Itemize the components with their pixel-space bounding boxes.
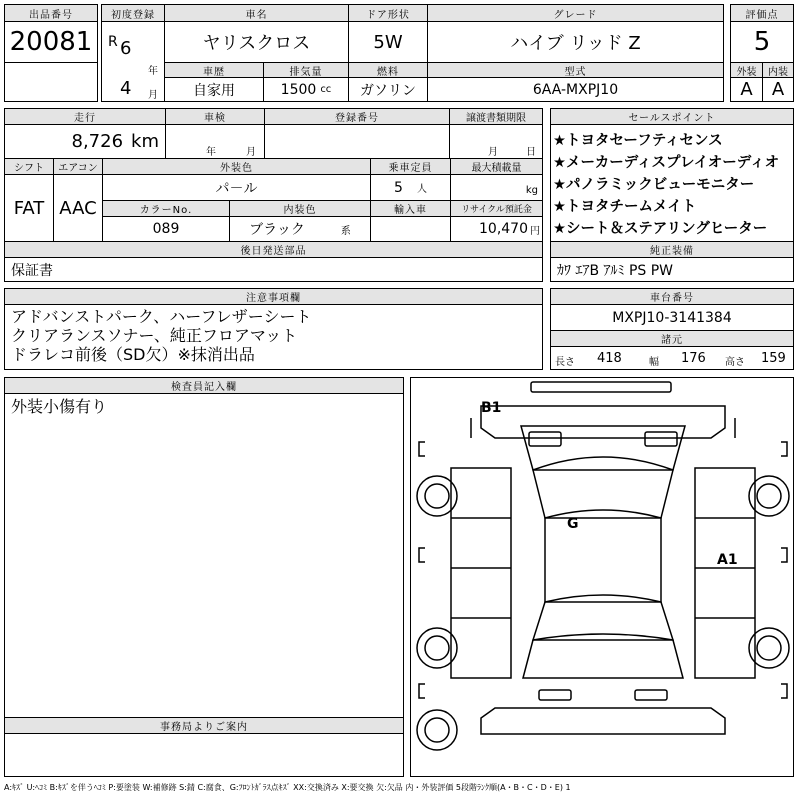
car-outline-diagram bbox=[411, 378, 794, 777]
model-code-value: 6AA-MXPJ10 bbox=[427, 77, 724, 102]
interior-color-header: 内装色 bbox=[229, 200, 371, 217]
transfer-deadline-header: 譲渡書類期限 bbox=[449, 108, 543, 125]
plate-number-box bbox=[264, 124, 450, 159]
height-value: 159 bbox=[761, 351, 786, 366]
month-value: 4 bbox=[120, 78, 132, 99]
capacity-unit: 人 bbox=[416, 184, 427, 195]
damage-mark-a1: A1 bbox=[717, 552, 738, 568]
aircon-header: エアコン bbox=[53, 158, 103, 175]
recycle-fee-header: リサイクル預託金 bbox=[450, 200, 543, 217]
damage-mark-g: G bbox=[567, 516, 579, 532]
fuel-value: ガソリン bbox=[348, 77, 428, 102]
specs-box bbox=[550, 346, 794, 370]
first-registration-box bbox=[101, 21, 165, 102]
transfer-deadline-box bbox=[449, 124, 543, 159]
grade-value: ハイブ リッド Z bbox=[427, 21, 724, 63]
grade-header: グレード bbox=[427, 4, 724, 22]
max-load-unit: kg bbox=[525, 185, 538, 196]
inspector-header: 検査員記入欄 bbox=[4, 377, 404, 394]
notes-line: アドバンストパーク、ハーフレザーシート bbox=[11, 307, 312, 326]
score-header: 評価点 bbox=[730, 4, 794, 22]
sales-point-item: ★トヨタチームメイト bbox=[553, 199, 697, 215]
vehicle-history-value: 自家用 bbox=[164, 77, 264, 102]
damage-legend: A:ｷｽﾞ U:ﾍｺﾐ B:ｷｽﾞを伴うﾍｺﾐ P:要塗装 W:補修跡 S:錆 C:腐食、G:ﾌﾛﾝﾄｶﾞﾗｽ点ｷｽﾞ XX:交換済み X:要交換 欠:欠品 内・外装評価 5段階ﾗﾝｸ順(A・B・C・D・E) 1 bbox=[4, 783, 571, 792]
first-registration-header: 初度登録 bbox=[101, 4, 165, 22]
recycle-fee-box bbox=[450, 216, 543, 242]
shift-header: シフト bbox=[4, 158, 54, 175]
shift-value: FAT bbox=[4, 174, 54, 242]
fuel-header: 燃料 bbox=[348, 62, 428, 78]
inspection-year-unit: 年 bbox=[206, 147, 216, 158]
chassis-number-header: 車台番号 bbox=[550, 288, 794, 305]
mileage-value: 8,726 bbox=[71, 131, 124, 152]
standard-equipment-value: ｶﾜ ｴｱB ｱﾙﾐ PS PW bbox=[550, 257, 794, 282]
sales-point-item: ★トヨタセーフティセンス bbox=[553, 133, 723, 149]
lot-number-blank bbox=[4, 62, 98, 102]
exterior-grade-header: 外装 bbox=[730, 62, 763, 78]
mileage-unit: km bbox=[131, 131, 159, 152]
later-parts-value: 保証書 bbox=[4, 257, 543, 282]
inspector-box bbox=[4, 393, 404, 718]
car-name-value: ヤリスクロス bbox=[164, 21, 349, 63]
office-box bbox=[4, 733, 404, 777]
max-load-header: 最大積載量 bbox=[450, 158, 543, 175]
interior-grade-value: A bbox=[762, 77, 794, 102]
year-value: 6 bbox=[120, 38, 132, 59]
interior-color-box bbox=[229, 216, 371, 242]
length-label: 長さ bbox=[555, 357, 575, 368]
width-value: 176 bbox=[681, 351, 706, 366]
model-code-header: 型式 bbox=[427, 62, 724, 78]
displacement-value: 1500 bbox=[280, 81, 317, 98]
notes-line: クリアランスソナー、純正フロアマット bbox=[11, 326, 298, 345]
transfer-day-unit: 日 bbox=[526, 147, 536, 158]
era-label: R bbox=[108, 34, 118, 50]
interior-grade-header: 内装 bbox=[762, 62, 794, 78]
exterior-grade-value: A bbox=[730, 77, 763, 102]
length-value: 418 bbox=[597, 351, 622, 366]
later-parts-header: 後日発送部品 bbox=[4, 241, 543, 258]
door-shape-value: 5W bbox=[348, 21, 428, 63]
sales-point-item: ★パノラミックビューモニター bbox=[553, 177, 755, 193]
lot-number-value: 20081 bbox=[4, 21, 98, 63]
inspector-note: 外装小傷有り bbox=[11, 397, 108, 416]
vehicle-history-header: 車歴 bbox=[164, 62, 264, 78]
sales-points-box bbox=[550, 124, 794, 242]
standard-equipment-header: 純正装備 bbox=[550, 241, 794, 258]
lot-number-header: 出品番号 bbox=[4, 4, 98, 22]
capacity-header: 乗車定員 bbox=[370, 158, 451, 175]
recycle-fee-value: 10,470 bbox=[479, 221, 528, 237]
transfer-month-unit: 月 bbox=[488, 147, 498, 158]
max-load-box bbox=[450, 174, 543, 201]
exterior-color-header: 外装色 bbox=[102, 158, 371, 175]
chassis-number-value: MXPJ10-3141384 bbox=[550, 304, 794, 331]
notes-header: 注意事項欄 bbox=[4, 288, 543, 305]
door-shape-header: ドア形状 bbox=[348, 4, 428, 22]
mileage-header: 走行 bbox=[4, 108, 166, 125]
width-label: 幅 bbox=[649, 357, 659, 368]
color-number-value: 089 bbox=[102, 216, 230, 242]
inspection-box bbox=[165, 124, 265, 159]
capacity-value: 5 bbox=[394, 179, 403, 196]
inspection-header: 車検 bbox=[165, 108, 265, 125]
import-box bbox=[370, 216, 451, 242]
sales-point-item: ★シート＆ステアリングヒーター bbox=[553, 221, 768, 237]
interior-color-value: ブラック bbox=[249, 222, 305, 238]
exterior-color-value: パ－ル bbox=[102, 174, 371, 201]
capacity-box bbox=[370, 174, 451, 201]
height-label: 高さ bbox=[725, 357, 745, 368]
displacement-box bbox=[263, 77, 349, 102]
displacement-header: 排気量 bbox=[263, 62, 349, 78]
damage-mark-b1: B1 bbox=[481, 400, 502, 416]
inspection-month-unit: 月 bbox=[246, 147, 256, 158]
displacement-unit: cc bbox=[320, 84, 332, 95]
import-header: 輸入車 bbox=[370, 200, 451, 217]
interior-color-unit: 系 bbox=[340, 225, 351, 237]
notes-box bbox=[4, 304, 543, 370]
damage-diagram bbox=[410, 377, 794, 777]
aircon-value: AAC bbox=[53, 174, 103, 242]
sales-points-header: セールスポイント bbox=[550, 108, 794, 125]
mileage-box bbox=[4, 124, 166, 159]
year-unit: 年 bbox=[148, 66, 158, 77]
specs-header: 諸元 bbox=[550, 330, 794, 347]
notes-line: ドラレコ前後（SD欠）※抹消出品 bbox=[11, 345, 255, 364]
recycle-fee-unit: 円 bbox=[530, 225, 540, 237]
sales-point-item: ★メーカーディスプレイオーディオ bbox=[553, 155, 780, 171]
color-number-header: カラーNo. bbox=[102, 200, 230, 217]
score-value: 5 bbox=[730, 21, 794, 63]
car-name-header: 車名 bbox=[164, 4, 349, 22]
month-unit: 月 bbox=[148, 90, 158, 101]
plate-number-header: 登録番号 bbox=[264, 108, 450, 125]
office-header: 事務局よりご案内 bbox=[4, 717, 404, 734]
